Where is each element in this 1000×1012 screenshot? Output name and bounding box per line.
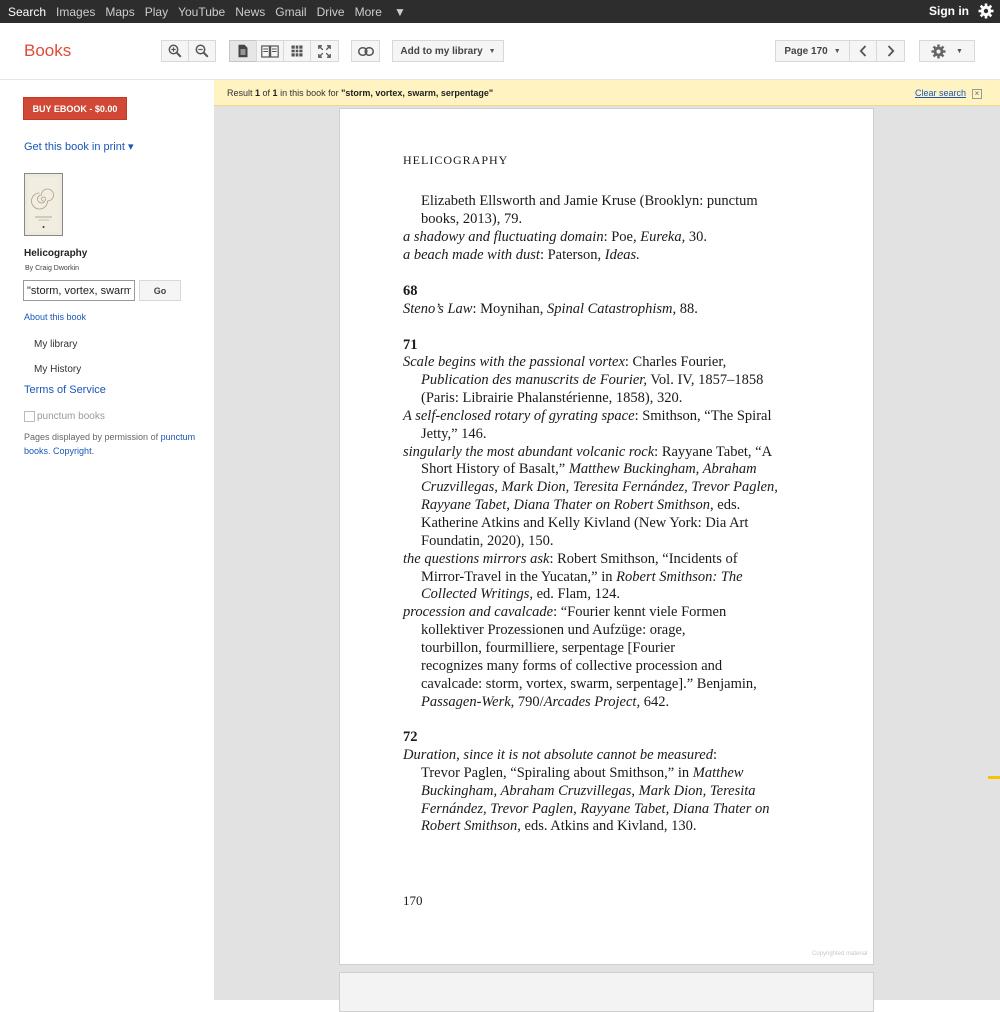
publisher-logo-alt: punctum books (37, 411, 105, 422)
text-line (421, 569, 743, 586)
zoom-in-icon (168, 44, 182, 58)
roman-span: , eds. (710, 497, 741, 513)
text-line (421, 461, 757, 478)
permission-text: Pages displayed by permission of (24, 432, 161, 442)
text-line: books, 2013), 79. (421, 211, 523, 227)
text-line: kollektiver Prozessionen und Aufzüge: orage, (421, 622, 686, 638)
roman-span: : Robert Smithson, “Incidents of (549, 551, 738, 567)
gear-icon[interactable] (978, 3, 994, 19)
link-youtube[interactable]: YouTube (178, 4, 226, 19)
text-line: cavalcade: storm, vortex, swarm, serpentage].” Benjamin, (421, 676, 757, 692)
copyright-link[interactable]: Copyright (53, 446, 92, 456)
note-number: 68 (403, 283, 418, 299)
get-in-print-link[interactable]: Get this book in print ▾ (24, 141, 134, 153)
zoom-out-button[interactable] (188, 40, 216, 62)
result-current: 1 (255, 88, 261, 98)
italic-span: Fernández, Trevor Paglen, Rayyane Tabet, Diana Thater on (421, 801, 770, 817)
link-maps[interactable]: Maps (105, 4, 135, 19)
running-head: HELICOGRAPHY (403, 153, 509, 167)
text-line (403, 604, 726, 621)
next-book-page (339, 972, 874, 1012)
text-line: Jetty,” 146. (421, 426, 487, 442)
two-page-icon (261, 45, 279, 58)
text-line (421, 818, 697, 835)
italic-span: Ideas. (604, 247, 640, 263)
roman-span: : Poe, (603, 229, 641, 245)
settings-button[interactable] (919, 40, 975, 62)
italic-span: Robert Smithson (421, 818, 518, 834)
link-button[interactable] (351, 40, 380, 62)
text-line (421, 497, 740, 514)
clear-search-link[interactable]: Clear search (915, 88, 967, 98)
spiral-cover-image (28, 177, 59, 232)
note-number: 72 (403, 729, 418, 745)
copyrighted-watermark: Copyrighted material (812, 951, 868, 957)
text-line (403, 354, 726, 371)
link-more[interactable] (355, 5, 416, 19)
text-line: tourbillon, fourmilliere, serpentage [Fourier (421, 640, 676, 656)
publisher-logo[interactable] (24, 411, 105, 422)
roman-span: 642. (640, 694, 670, 710)
roman-span: : “Fourier kennt viele Formen (553, 604, 727, 620)
caret-down-icon: ▼ (956, 47, 963, 55)
result-query: "storm, vortex, swarm, serpentage" (341, 88, 494, 98)
text-line (403, 229, 707, 246)
fullscreen-button[interactable] (310, 40, 339, 62)
zoom-in-button[interactable] (161, 40, 189, 62)
roman-span: : Paterson, (539, 247, 605, 263)
book-author: By Craig Dworkin (25, 265, 80, 272)
thumbnail-view-button[interactable] (283, 40, 311, 62)
go-button[interactable]: Go (139, 280, 181, 301)
google-apps-links (0, 0, 426, 23)
roman-span: : Smithson, “The Spiral (634, 408, 772, 424)
permission-note: Pages displayed by permission of punctum books. Copyright. (24, 432, 196, 456)
text-line (403, 551, 738, 568)
text-line (403, 444, 772, 461)
text-line: Katherine Atkins and Kelly Kivland (New York: Dia Art (421, 515, 749, 531)
italic-span: Spinal Catastrophism, (546, 301, 677, 317)
previous-page-button[interactable] (849, 40, 877, 62)
search-hit-marker[interactable] (988, 776, 1000, 779)
italic-span: procession and cavalcade (403, 604, 554, 620)
text-line: Elizabeth Ellsworth and Jamie Kruse (Brooklyn: punctum (421, 193, 758, 209)
italic-span: Buckingham, Abraham Cruzvillegas, Mark Dion, Teresita (421, 783, 756, 799)
roman-span: 30. (685, 229, 707, 245)
result-mid: in this book for (277, 88, 342, 98)
italic-span: Steno’s Law (403, 301, 473, 317)
text-line (403, 408, 772, 425)
italic-span: A self-enclosed rotary of gyrating space (403, 408, 635, 424)
italic-span: Arcades Project, (543, 694, 641, 710)
roman-span: Trevor Paglen, “Spiraling about Smithson,” in (421, 765, 693, 781)
publisher-link-books[interactable]: books (24, 446, 49, 456)
text-line: recognizes many forms of collective procession and (421, 658, 723, 674)
link-icon (358, 47, 374, 56)
result-total: 1 (272, 88, 278, 98)
italic-span: Eureka, (640, 229, 686, 245)
roman-span: Vol. IV, 1857–1858 (646, 372, 764, 388)
link-search[interactable]: Search (8, 4, 47, 19)
roman-span: : Moynihan, (472, 301, 547, 317)
book-cover-thumbnail[interactable] (24, 173, 63, 236)
add-to-library-label: Add to my library (400, 45, 483, 57)
broken-image-icon (24, 411, 35, 422)
italic-span: Passagen-Werk, (421, 694, 515, 710)
text-line (421, 783, 756, 800)
roman-span: : Charles Fourier, (624, 354, 727, 370)
italic-span: Robert Smithson: The (616, 569, 743, 585)
my-history-link[interactable]: My History (34, 364, 82, 375)
italic-span: singularly the most abundant volcanic rock (403, 444, 655, 460)
chevron-right-icon (887, 45, 895, 57)
text-line (421, 372, 763, 389)
italic-span: a shadowy and fluctuating domain (403, 229, 604, 245)
buy-ebook-button[interactable]: BUY EBOOK - $0.00 (23, 97, 127, 120)
caret-down-icon: ▼ (393, 4, 406, 19)
chevron-left-icon (859, 45, 867, 57)
next-page-button[interactable] (876, 40, 905, 62)
italic-span: Matthew Buckingham, Abraham (568, 461, 757, 477)
italic-span: Duration, since it is not absolute cannot be measured (403, 747, 713, 763)
publisher-link[interactable]: punctum (160, 432, 196, 442)
roman-span: Mirror-Travel in the Yucatan,” in (421, 569, 617, 585)
my-library-link[interactable]: My library (34, 339, 78, 350)
italic-span: the questions mirrors ask (403, 551, 550, 567)
add-to-library-button[interactable] (392, 40, 504, 62)
roman-span: 790/ (514, 694, 544, 710)
note-number: 71 (403, 337, 418, 353)
text-line (421, 479, 778, 496)
text-line (421, 765, 743, 782)
search-result-text (227, 88, 493, 98)
about-this-book-link[interactable]: About this book (24, 312, 87, 322)
roman-span: : Rayyane Tabet, “A (654, 444, 773, 460)
zoom-out-icon (195, 44, 209, 58)
close-icon[interactable]: × (972, 89, 982, 99)
italic-span: Scale begins with the passional vortex (403, 354, 625, 370)
result-prefix: Result (227, 88, 256, 98)
search-in-book-input[interactable] (23, 280, 135, 301)
roman-span: ed. Flam, 124. (532, 586, 620, 602)
link-drive[interactable]: Drive (316, 4, 345, 19)
gear-icon (931, 44, 946, 59)
page-number: 170 (403, 893, 423, 908)
text-line (403, 747, 717, 764)
text-line (403, 247, 640, 264)
book-title: Helicography (24, 248, 88, 259)
google-bar (0, 0, 1000, 23)
text-line: Foundatin, 2020), 150. (421, 533, 554, 549)
result-of: of (260, 88, 273, 98)
more-label: More (354, 4, 382, 19)
single-page-icon (237, 44, 249, 58)
caret-down-icon: ▼ (833, 47, 841, 55)
roman-span: , eds. Atkins and Kivland, 130. (517, 818, 697, 834)
text-line (421, 694, 669, 711)
left-sidebar (0, 80, 214, 1000)
search-result-bar (214, 80, 1000, 106)
italic-span: Cruzvillegas, Mark Dion, Teresita Fernández, Trevor Paglen, (421, 479, 778, 495)
terms-of-service-link[interactable]: Terms of Service (24, 384, 106, 396)
books-logo[interactable]: Books (24, 41, 72, 60)
roman-span: 88. (676, 301, 698, 317)
single-page-view-button[interactable] (229, 40, 257, 62)
two-page-view-button[interactable] (256, 40, 284, 62)
book-page (339, 108, 874, 965)
page-select-button[interactable] (775, 40, 850, 62)
italic-span: Collected Writings, (421, 586, 533, 602)
link-play[interactable]: Play (144, 4, 169, 19)
italic-span: a beach made with dust (403, 247, 540, 263)
sign-in-link[interactable]: Sign in (929, 4, 969, 18)
text-line (421, 586, 620, 603)
italic-span: Publication des manuscrits de Fourier, (421, 372, 647, 388)
link-gmail[interactable]: Gmail (275, 4, 307, 19)
text-line (403, 301, 698, 318)
page-label: Page 170 (784, 45, 828, 57)
roman-span: : (712, 747, 718, 763)
text-line: (Paris: Librairie Phalanstérienne, 1858), 320. (421, 390, 683, 406)
books-toolbar (0, 23, 1000, 80)
book-viewer[interactable] (214, 80, 1000, 1000)
link-news[interactable]: News (235, 4, 266, 19)
roman-span: Short History of Basalt,” (421, 461, 569, 477)
text-line (421, 801, 770, 818)
fullscreen-icon (318, 45, 331, 58)
link-images[interactable]: Images (56, 4, 96, 19)
caret-down-icon: ▼ (488, 47, 496, 55)
italic-span: Rayyane Tabet, Diana Thater on Robert Smithson (421, 497, 711, 513)
italic-span: Matthew (692, 765, 744, 781)
grid-icon (291, 45, 303, 57)
